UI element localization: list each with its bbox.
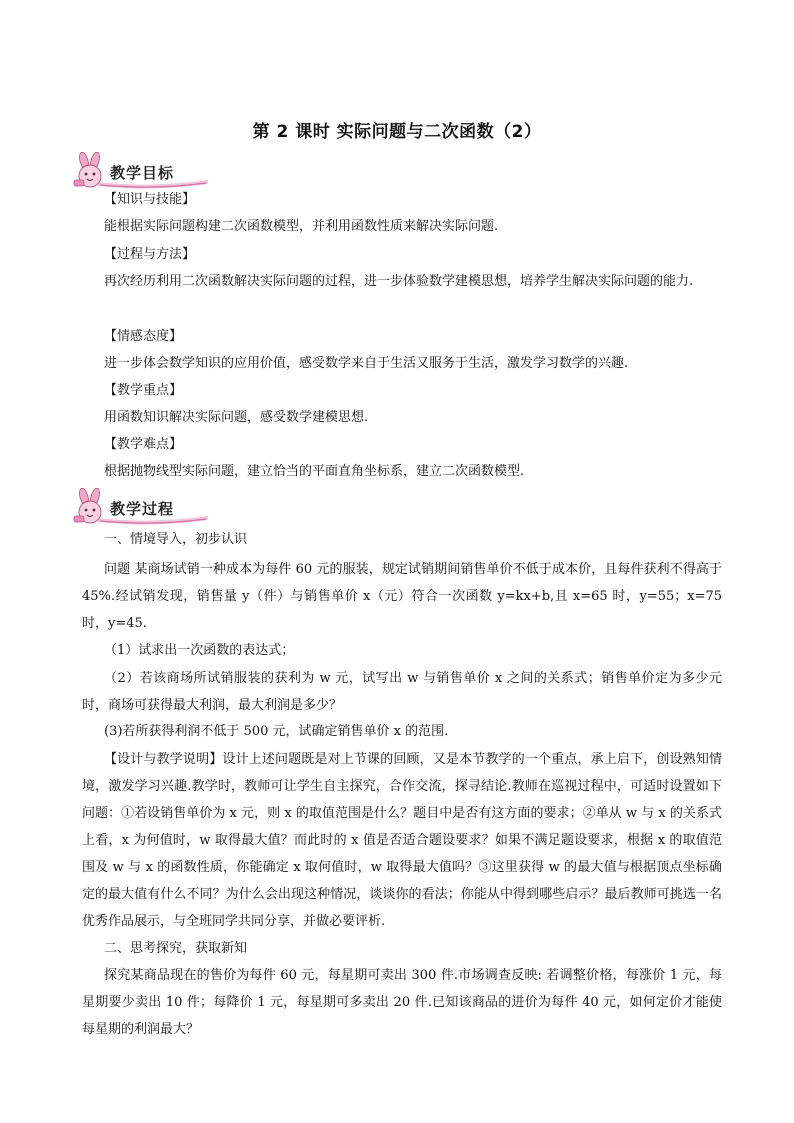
question-2: （2）若该商场所试销服装的获利为 w 元，试写出 w 与销售单价 x 之间的关系式；销售单价定为多少元时，商场可获得最大利润，最大利润是多少？ [82,671,722,713]
part1-heading: 一、情境导入，初步认识 [104,532,248,547]
explore-text: 探究某商品现在的售价为每件 60 元，每星期可卖出 300 件.市场调查反映: 若调整价格，每涨价 1 元，每星期要少卖出 10 件；每降价 1 元，每星期可多卖出 20 件.已知该商品的进价为每件 40 元，如何定价才能使每星期的利润最大？ [82,968,722,1037]
question-3: (3)若所获得利润不低于 500 元，试确定销售单价 x 的范围. [104,724,449,739]
difficulty-text: 根据抛物线型实际问题，建立恰当的平面直角坐标系，建立二次函数模型. [104,464,525,479]
attitude-heading: 【情感态度】 [104,329,183,344]
question-1: （1）试求出一次函数的表达式； [104,643,295,658]
key-point-heading: 【教学重点】 [104,383,183,398]
part2-heading: 二、思考探究，获取新知 [104,941,248,956]
section-header-goals [70,152,220,192]
attitude-text: 进一步体会数学知识的应用价值，感受数学来自于生活又服务于生活，激发学习数学的兴趣. [104,356,629,371]
section-label-process: 教学过程 [110,500,175,518]
section-label-goals: 教学目标 [110,164,175,182]
difficulty-heading: 【教学难点】 [104,437,183,452]
section-header-process [70,488,220,528]
page-title: 第 2 课时 实际问题与二次函数（2） [252,122,542,142]
design-note: 【设计与教学说明】设计上述问题既是对上节课的回顾，又是本节教学的一个重点，承上启下，创设熟知情境，激发学习兴趣.教学时，教师可让学生自主探究，合作交流，探寻结论.教师在巡视过程中，可适时设置如下问题：①若设销售单价为 x 元，则 x 的取值范围是什么？题目中是否有这方面的要求；②单从 w 与 x 的关系式上看，x 为何值时，w 取得最大值？而此时的 x 值是否适合题设要求？如果不满足题设要求，根据 x 的取值范围及 w 与 x 的函数性质，你能确定 x 取何值时，w 取得最大值吗？③这里获得 w 的最大值与根据顶点坐标确定的最大值有什么不同？为什么会出现这种情况，谈谈你的看法；你能从中得到哪些启示？最后教师可挑选一名优秀作品展示，与全班同学共同分享，并做必要评析. [82,752,722,929]
method-heading: 【过程与方法】 [104,247,196,262]
knowledge-text: 能根据实际问题构建二次函数模型，并利用函数性质来解决实际问题. [104,219,499,234]
problem-text: 问题 某商场试销一种成本为每件 60 元的服装，规定试销期间销售单价不低于成本价，且每件获利不得高于 45%.经试销发现，销售量 y（件）与销售单价 x（元）符合一次函数 y=kx+b,且 x=65 时，y=55；x=75 时，y=45. [82,562,722,631]
key-point-text: 用函数知识解决实际问题，感受数学建模思想. [104,410,369,425]
method-text: 再次经历利用二次函数解决实际问题的过程，进一步体验数学建模思想，培养学生解决实际问题的能力. [104,274,694,289]
knowledge-heading: 【知识与技能】 [104,192,196,207]
